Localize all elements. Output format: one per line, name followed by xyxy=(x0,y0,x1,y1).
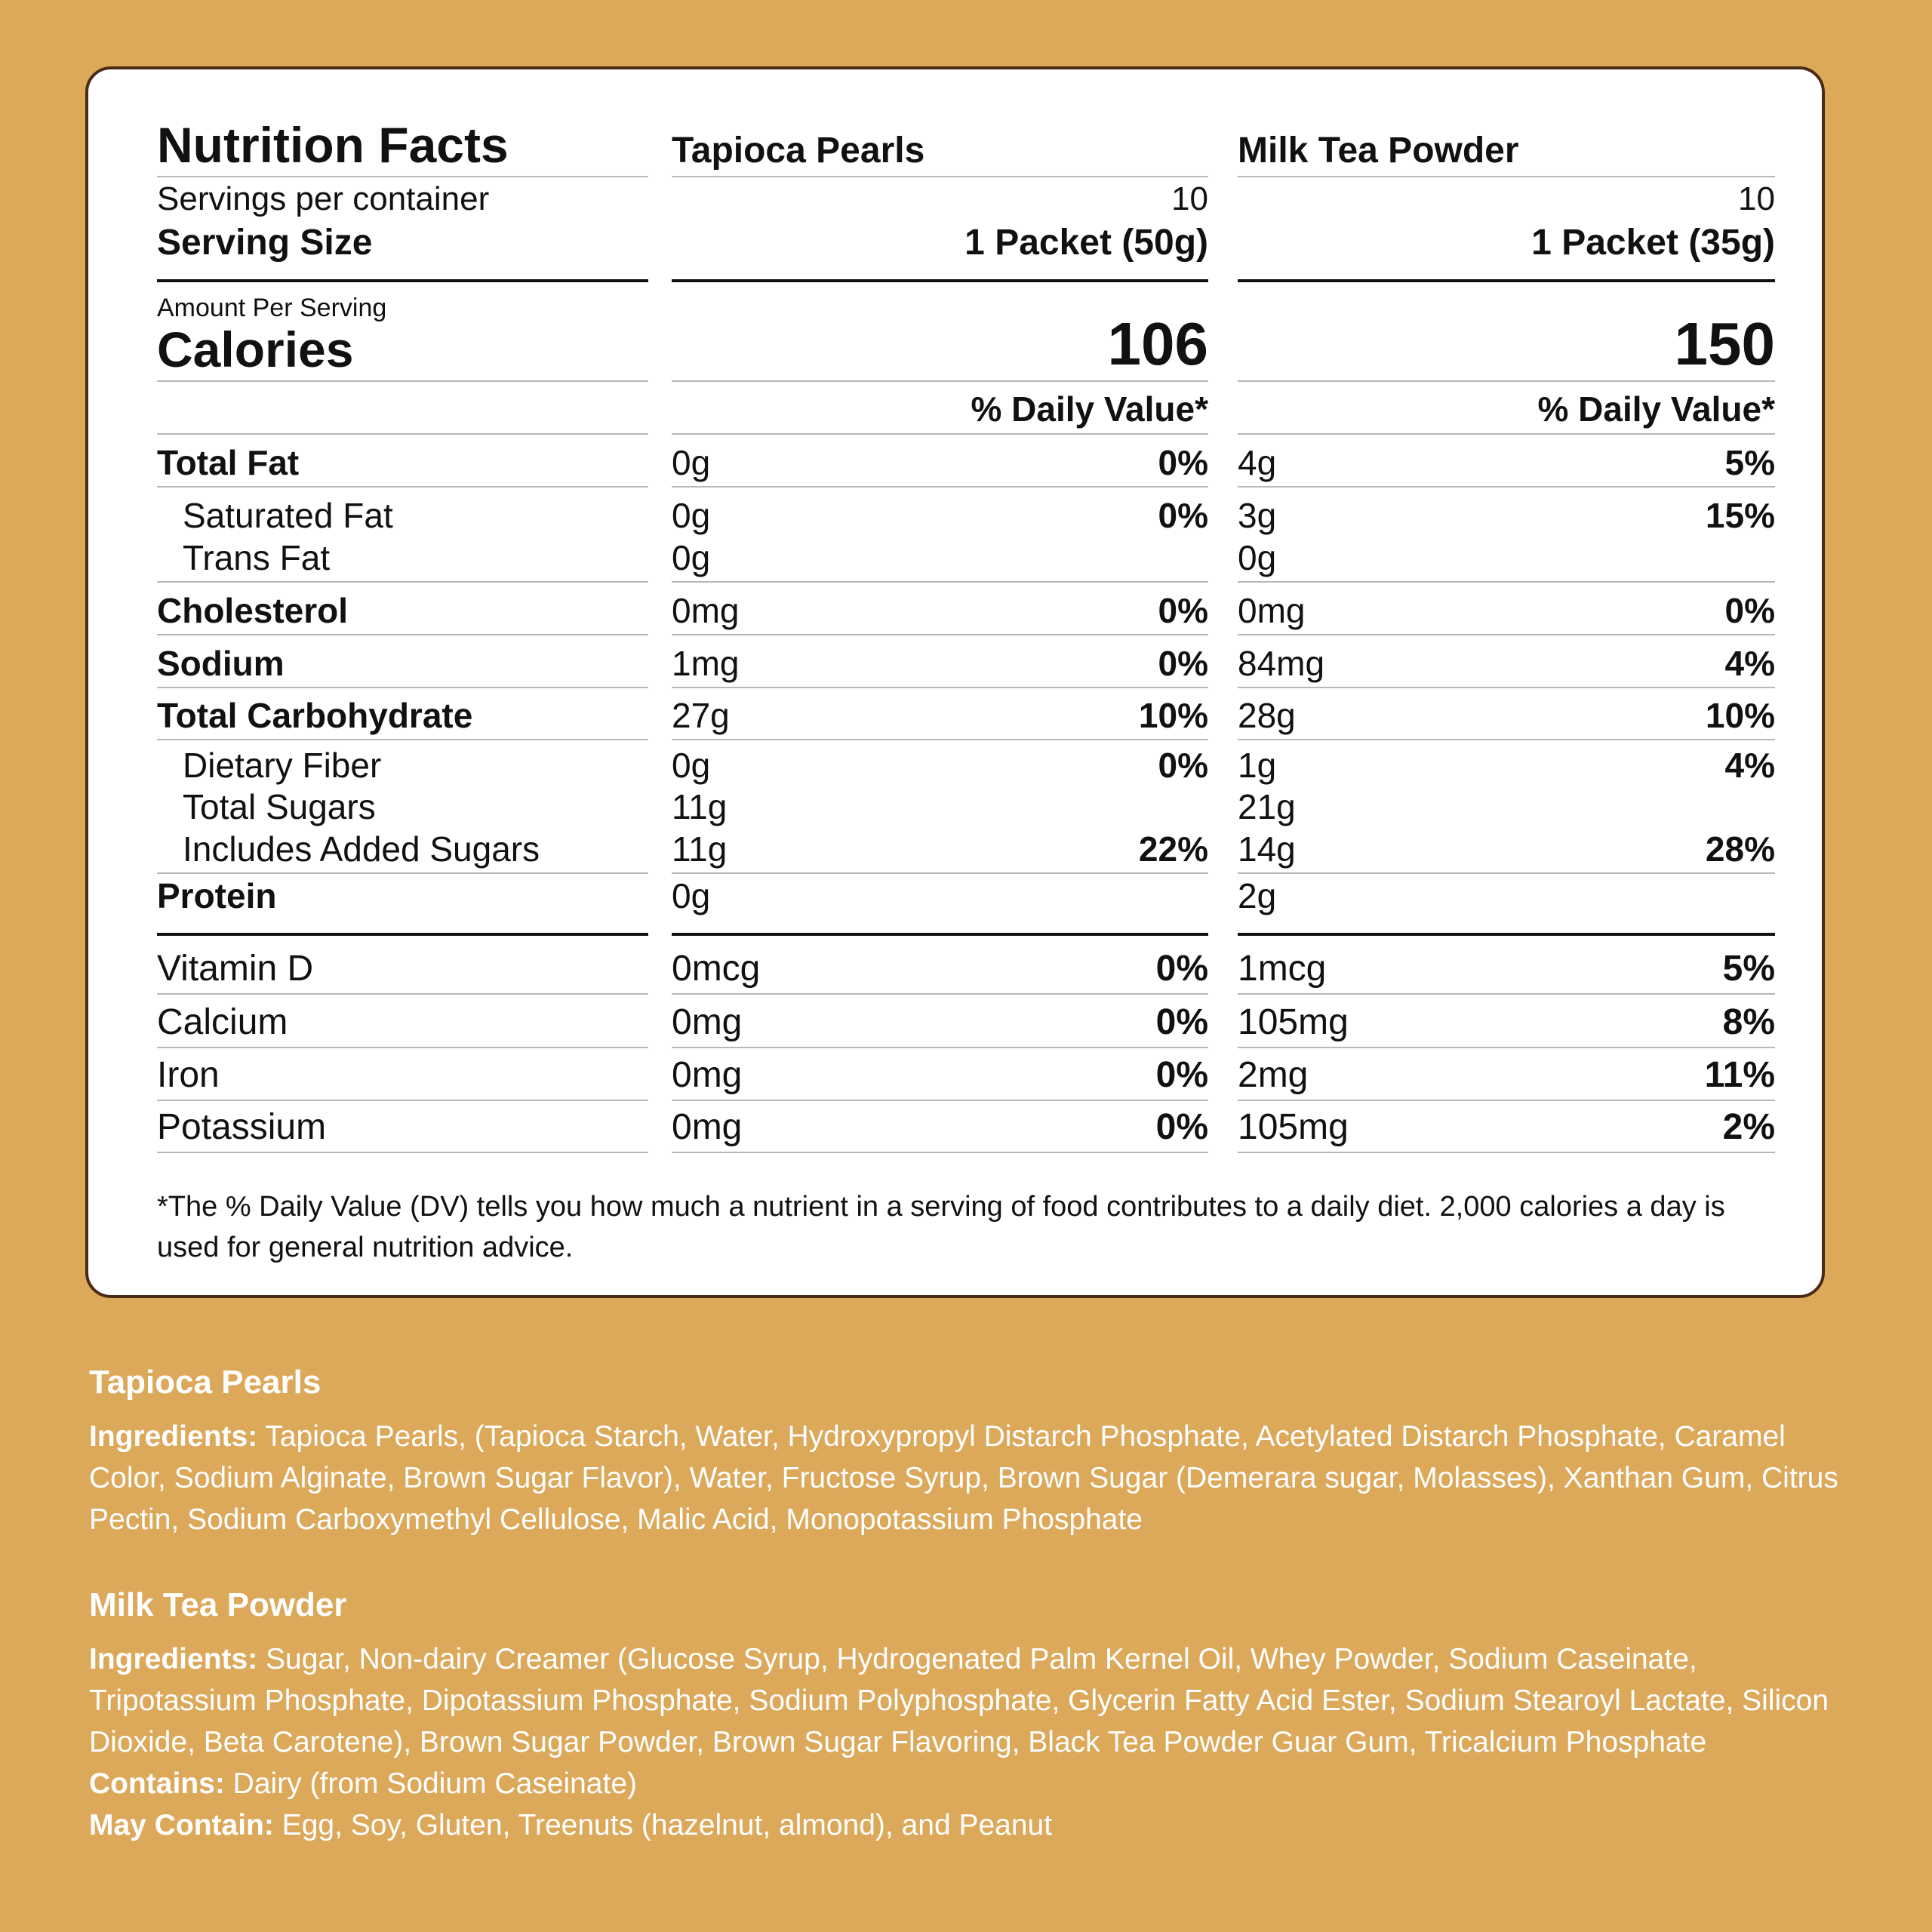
nutrient-amount: 105mg xyxy=(1238,1002,1349,1042)
divider xyxy=(157,872,648,874)
nutrient-amount: 28g xyxy=(1238,696,1296,735)
nutrient-amount: 1mcg xyxy=(1238,949,1327,989)
nutrient-daily-value: 0% xyxy=(1158,644,1208,683)
divider xyxy=(672,687,1208,688)
nutrient-amount: 0g xyxy=(672,876,711,915)
divider xyxy=(1238,176,1775,177)
nutrient-amount: 2mg xyxy=(1238,1055,1309,1095)
nutrient-name: Saturated Fat xyxy=(183,496,393,535)
daily-value-header: % Daily Value* xyxy=(1537,389,1775,429)
divider xyxy=(672,993,1208,995)
divider xyxy=(672,1047,1208,1048)
nutrient-amount: 11g xyxy=(672,829,728,869)
thick-divider xyxy=(157,933,648,936)
calories-value: 106 xyxy=(1107,310,1208,377)
nutrient-daily-value: 2% xyxy=(1722,1107,1775,1147)
thick-divider xyxy=(1238,279,1775,282)
divider xyxy=(157,687,648,688)
nutrient-amount: 11g xyxy=(672,787,728,826)
divider xyxy=(157,1100,648,1101)
nutrition-facts-title: Nutrition Facts xyxy=(157,117,509,173)
nutrient-amount: 0mcg xyxy=(672,949,761,989)
serving-size-label: Serving Size xyxy=(157,223,373,263)
divider xyxy=(157,634,648,635)
nutrient-name: Iron xyxy=(157,1055,220,1095)
ingredients-label: Ingredients: xyxy=(89,1420,258,1453)
divider xyxy=(157,176,648,177)
divider xyxy=(157,581,648,583)
divider xyxy=(157,1047,648,1048)
divider xyxy=(1238,1100,1775,1101)
nutrient-daily-value: 0% xyxy=(1155,949,1208,989)
servings-label: Servings per container xyxy=(157,180,490,217)
tapioca-ingredients-section xyxy=(89,1366,1855,1540)
servings-value: 10 xyxy=(1738,180,1775,217)
calories-value: 150 xyxy=(1674,310,1775,377)
nutrient-daily-value: 15% xyxy=(1705,496,1775,535)
nutrient-amount: 1g xyxy=(1238,746,1277,785)
divider xyxy=(157,739,648,740)
divider xyxy=(1238,1152,1775,1153)
divider xyxy=(672,380,1208,382)
nutrient-name: Calcium xyxy=(157,1002,288,1042)
amount-per-serving: Amount Per Serving xyxy=(157,294,387,322)
divider xyxy=(1238,433,1775,435)
footnote: *The % Daily Value (DV) tells you how much a nutrient in a serving of food contributes to a daily diet. 2,000 calories a day is used for general nutrition advice. xyxy=(157,1191,1725,1263)
thick-divider xyxy=(672,933,1208,936)
divider xyxy=(1238,634,1775,635)
contains-line: Contains: Dairy (from Sodium Caseinate) xyxy=(89,1767,637,1800)
nutrient-amount: 4g xyxy=(1238,443,1277,482)
nutrient-name: Trans Fat xyxy=(183,538,331,577)
nutrient-daily-value: 0% xyxy=(1155,1107,1208,1147)
nutrient-daily-value: 11% xyxy=(1704,1055,1775,1095)
serving-size-value: 1 Packet (50g) xyxy=(964,223,1208,263)
nutrient-amount: 0mg xyxy=(672,1107,743,1147)
nutrient-daily-value: 0% xyxy=(1155,1055,1208,1095)
nutrient-amount: 3g xyxy=(1238,496,1277,535)
divider xyxy=(672,581,1208,583)
nutrition-facts-panel xyxy=(85,66,1825,1298)
may-contain-label: May Contain: xyxy=(89,1809,274,1841)
nutrient-name: Total Carbohydrate xyxy=(157,696,473,735)
ingredients-label: Ingredients: xyxy=(89,1643,258,1675)
nutrient-amount: 27g xyxy=(672,696,730,735)
tapioca-ingredients-heading: Tapioca Pearls xyxy=(89,1364,321,1401)
thick-divider xyxy=(157,279,648,282)
divider xyxy=(157,1152,648,1153)
nutrient-daily-value: 10% xyxy=(1705,696,1775,735)
nutrient-name: Vitamin D xyxy=(157,949,314,989)
nutrient-daily-value: 22% xyxy=(1138,829,1208,869)
divider xyxy=(1238,380,1775,382)
nutrient-amount: 84mg xyxy=(1238,644,1325,683)
nutrient-amount: 2g xyxy=(1238,876,1277,915)
nutrient-amount: 21g xyxy=(1238,787,1296,826)
nutrient-daily-value: 0% xyxy=(1158,496,1208,535)
divider xyxy=(1238,993,1775,995)
nutrient-name: Total Fat xyxy=(157,443,300,482)
nutrient-amount: 0mg xyxy=(672,1002,743,1042)
thick-divider xyxy=(1238,933,1775,936)
nutrient-name: Sodium xyxy=(157,644,285,683)
nutrient-daily-value: 0% xyxy=(1724,591,1775,630)
nutrient-daily-value: 5% xyxy=(1722,949,1775,989)
divider xyxy=(672,486,1208,488)
divider xyxy=(157,486,648,488)
milk-tea-ingredients-text: Ingredients: Sugar, Non-dairy Creamer (Glucose Syrup, Hydrogenated Palm Kernel Oil, Whey Powder, Sodium Caseinate, Tripotassium Phosphate, Dipotassium Phosphate, Sodium Polyphosphate, Glycerin Fatty Acid Ester, Sodium Stearoyl Lactate, Silicon Dioxide, Beta Carotene), Brown Sugar Powder, Brown Sugar Flavoring, Black Tea Powder Guar Gum, Tricalcium Phosphate xyxy=(89,1643,1829,1758)
nutrient-amount: 0g xyxy=(672,538,711,577)
thick-divider xyxy=(672,279,1208,282)
divider xyxy=(1238,687,1775,688)
nutrient-daily-value: 28% xyxy=(1705,829,1775,869)
nutrient-daily-value: 4% xyxy=(1724,746,1775,785)
nutrient-name: Dietary Fiber xyxy=(183,746,382,785)
nutrient-name: Total Sugars xyxy=(183,787,376,826)
nutrient-daily-value: 0% xyxy=(1158,443,1208,482)
nutrient-daily-value: 5% xyxy=(1724,443,1775,482)
milk-tea-ingredients-section xyxy=(89,1586,1855,1846)
product-name: Tapioca Pearls xyxy=(672,131,925,171)
milk-tea-ingredients-heading: Milk Tea Powder xyxy=(89,1586,347,1623)
nutrient-amount: 0mg xyxy=(672,1055,743,1095)
calories-label: Calories xyxy=(157,321,354,377)
nutrient-amount: 14g xyxy=(1238,829,1296,869)
daily-value-header: % Daily Value* xyxy=(971,389,1208,429)
contains-label: Contains: xyxy=(89,1767,225,1800)
divider xyxy=(1238,581,1775,583)
nutrient-daily-value: 0% xyxy=(1155,1002,1208,1042)
divider xyxy=(672,1100,1208,1101)
divider xyxy=(157,993,648,995)
divider xyxy=(1238,739,1775,740)
divider xyxy=(672,634,1208,635)
nutrient-amount: 0mg xyxy=(672,591,740,630)
nutrient-name: Potassium xyxy=(157,1107,327,1147)
nutrient-name: Cholesterol xyxy=(157,591,349,630)
serving-size-value: 1 Packet (35g) xyxy=(1531,223,1775,263)
nutrient-daily-value: 0% xyxy=(1158,591,1208,630)
nutrient-daily-value: 10% xyxy=(1138,696,1208,735)
servings-value: 10 xyxy=(1171,180,1208,217)
nutrient-name: Includes Added Sugars xyxy=(183,829,540,869)
divider xyxy=(157,380,648,382)
divider xyxy=(672,872,1208,874)
nutrient-amount: 0g xyxy=(672,443,711,482)
nutrient-daily-value: 0% xyxy=(1158,746,1208,785)
divider xyxy=(1238,872,1775,874)
product-name: Milk Tea Powder xyxy=(1238,131,1519,171)
divider xyxy=(157,433,648,435)
nutrient-amount: 0g xyxy=(672,746,711,785)
divider xyxy=(672,739,1208,740)
nutrient-amount: 0g xyxy=(1238,538,1277,577)
nutrient-amount: 0mg xyxy=(1238,591,1306,630)
divider xyxy=(672,433,1208,435)
nutrient-name: Protein xyxy=(157,876,277,915)
nutrient-amount: 1mg xyxy=(672,644,740,683)
divider xyxy=(1238,1047,1775,1048)
nutrient-amount: 105mg xyxy=(1238,1107,1349,1147)
tapioca-ingredients-text: Ingredients: Tapioca Pearls, (Tapioca Starch, Water, Hydroxypropyl Distarch Phosphate, Acetylated Distarch Phosphate, Caramel Color, Sodium Alginate, Brown Sugar Flavor), Water, Fructose Syrup, Brown Sugar (Demerara sugar, Molasses), Xanthan Gum, Citrus Pectin, Sodium Carboxymethyl Cellulose, Malic Acid, Monopotassium Phosphate xyxy=(89,1420,1838,1536)
nutrient-amount: 0g xyxy=(672,496,711,535)
nutrient-daily-value: 4% xyxy=(1724,644,1775,683)
divider xyxy=(672,176,1208,177)
divider xyxy=(1238,486,1775,488)
may-contain-line: May Contain: Egg, Soy, Gluten, Treenuts (hazelnut, almond), and Peanut xyxy=(89,1809,1053,1841)
nutrient-daily-value: 8% xyxy=(1722,1002,1775,1042)
divider xyxy=(672,1152,1208,1153)
